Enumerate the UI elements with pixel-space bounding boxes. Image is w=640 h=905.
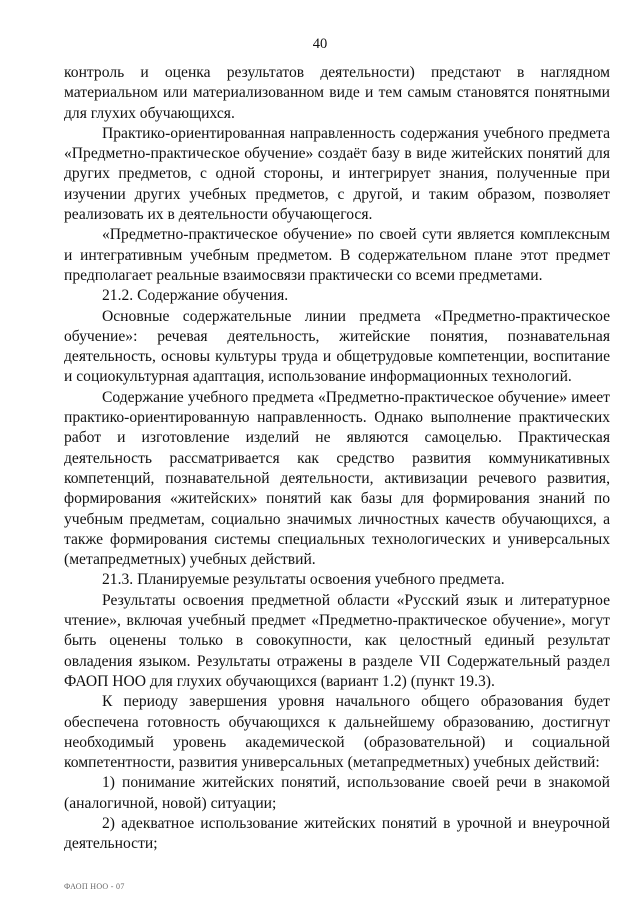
paragraph: «Предметно-практическое обучение» по своей сути является комплексным и интегративным учебным предметом. В содержательном плане этот предмет предполагает реальные взаимосвязи практически со всеми предметами. (64, 226, 610, 284)
paragraph: К периоду завершения уровня начального общего образования будет обеспечена готовность обучающихся к дальнейшему образованию, достигнут необходимый уровень академической (образовательной) и социальной компетентности, развития универсальных (метапредметных) учебных действий: (64, 693, 610, 772)
paragraph: Основные содержательные линии предмета «Предметно-практическое обучение»: речевая деятельность, житейские понятия, познавательная деятельность, основы культуры труда и общетрудовые компетенции, воспитание и социокультурная адаптация, использование информационных технологий. (64, 307, 610, 386)
paragraph: Результаты освоения предметной области «Русский язык и литературное чтение», включая учебный предмет «Предметно-практическое обучение», могут быть оценены только в совокупности, как целостный единый результат овладения языком. Результаты отражены в разделе VII Содержательный раздел ФАОП НОО для глухих обучающихся (вариант 1.2) (пункт 19.3). (64, 591, 610, 690)
list-item: 1) понимание житейских понятий, использование своей речи в знакомой (аналогичной, новой) ситуации; (64, 774, 610, 812)
footer-code: ФАОП НОО - 07 (64, 882, 125, 891)
paragraph: Практико-ориентированная направленность содержания учебного предмета «Предметно-практическое обучение» создаёт базу в виде житейских понятий для других предметов, с одной стороны, и интегрирует знания, полученные при изучении других учебных предметов, с другой, и таким образом, позволяет реализовать их в деятельности обучающегося. (64, 124, 610, 224)
document-body (64, 63, 610, 855)
paragraph: контроль и оценка результатов деятельности) предстают в наглядном материальном или материализованном виде и тем самым становятся понятными для глухих обучающихся. (64, 64, 610, 122)
paragraph: Содержание учебного предмета «Предметно-практическое обучение» имеет практико-ориентированную направленность. Однако выполнение практических работ и изготовление изделий не являются самоцелью. Практическая деятельность рассматривается как средство развития коммуникативных компетенций, познавательной деятельности, активизации речевого развития, формирования «житейских» понятий как базы для формирования знаний по учебным предметам, социально значимых личностных качеств обучающихся, а также формирования системы специальных технологических и универсальных (метапредметных) учебных действий. (64, 388, 610, 569)
page-number: 40 (312, 36, 328, 52)
section-heading: 21.3. Планируемые результаты освоения учебного предмета. (102, 571, 505, 589)
section-heading: 21.2. Содержание обучения. (102, 287, 289, 305)
list-item: 2) адекватное использование житейских понятий в урочной и внеурочной деятельности; (64, 814, 610, 853)
